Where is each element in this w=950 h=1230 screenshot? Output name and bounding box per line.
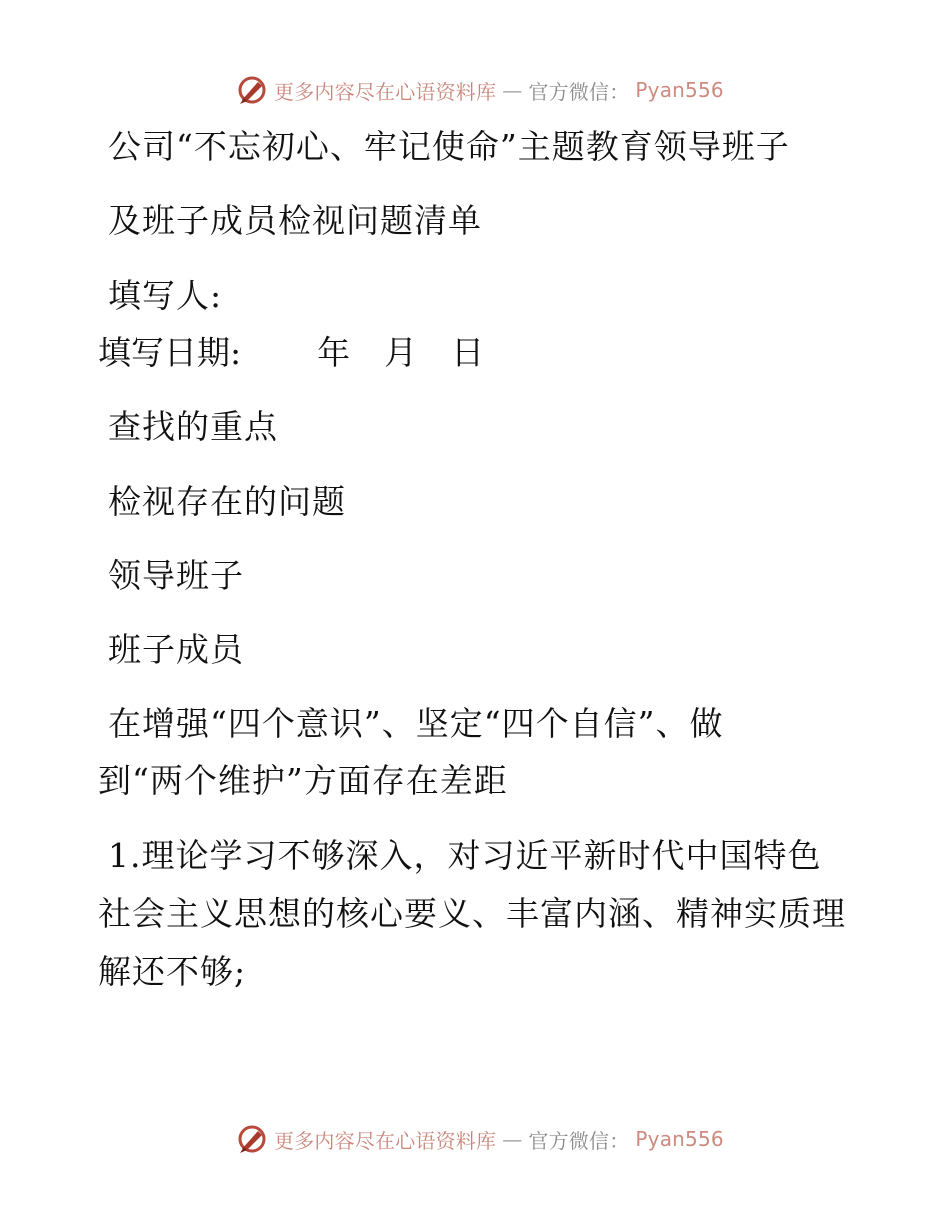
item-1-line-1: 1.理论学习不够深入，对习近平新时代中国特色: [108, 836, 822, 875]
column-heading-leadership: 领导班子: [108, 556, 244, 595]
watermark-text: 更多内容尽在心语资料库: [274, 1128, 497, 1153]
column-heading-focus: 查找的重点: [108, 407, 278, 446]
item-1-line-3: 解还不够;: [98, 952, 247, 991]
section-heading-line-2: 到“两个维护”方面存在差距: [98, 761, 508, 800]
date-day: 日: [451, 333, 485, 372]
column-heading-problems: 检视存在的问题: [108, 482, 346, 521]
date-month: 月: [384, 333, 418, 372]
column-heading-members: 班子成员: [108, 630, 244, 669]
header-watermark: [236, 73, 724, 107]
date-label: 填写日期:: [98, 333, 242, 372]
date-line: [98, 333, 484, 373]
title-line-1: 公司“不忘初心、牢记使命”主题教育领导班子: [108, 127, 790, 166]
watermark-wechat-label: 官方微信：: [528, 79, 630, 104]
watermark-wechat-id: Pyan556: [635, 78, 724, 102]
filler-label: 填写人:: [108, 276, 223, 315]
section-heading-line-1: 在增强“四个意识”、坚定“四个自信”、做: [108, 704, 724, 743]
watermark-wechat-label: 官方微信：: [528, 1128, 630, 1153]
title-line-2: 及班子成员检视问题清单: [108, 201, 482, 240]
pen-logo-icon: [236, 74, 268, 106]
item-1-line-2: 社会主义思想的核心要义、丰富内涵、精神实质理: [98, 894, 846, 933]
pen-logo-icon: [236, 1123, 268, 1155]
watermark-separator: —: [502, 78, 523, 102]
footer-watermark: [236, 1122, 724, 1156]
watermark-separator: —: [502, 1127, 523, 1151]
watermark-text: 更多内容尽在心语资料库: [274, 79, 497, 104]
date-year: 年: [317, 333, 351, 372]
watermark-wechat-id: Pyan556: [635, 1127, 724, 1151]
